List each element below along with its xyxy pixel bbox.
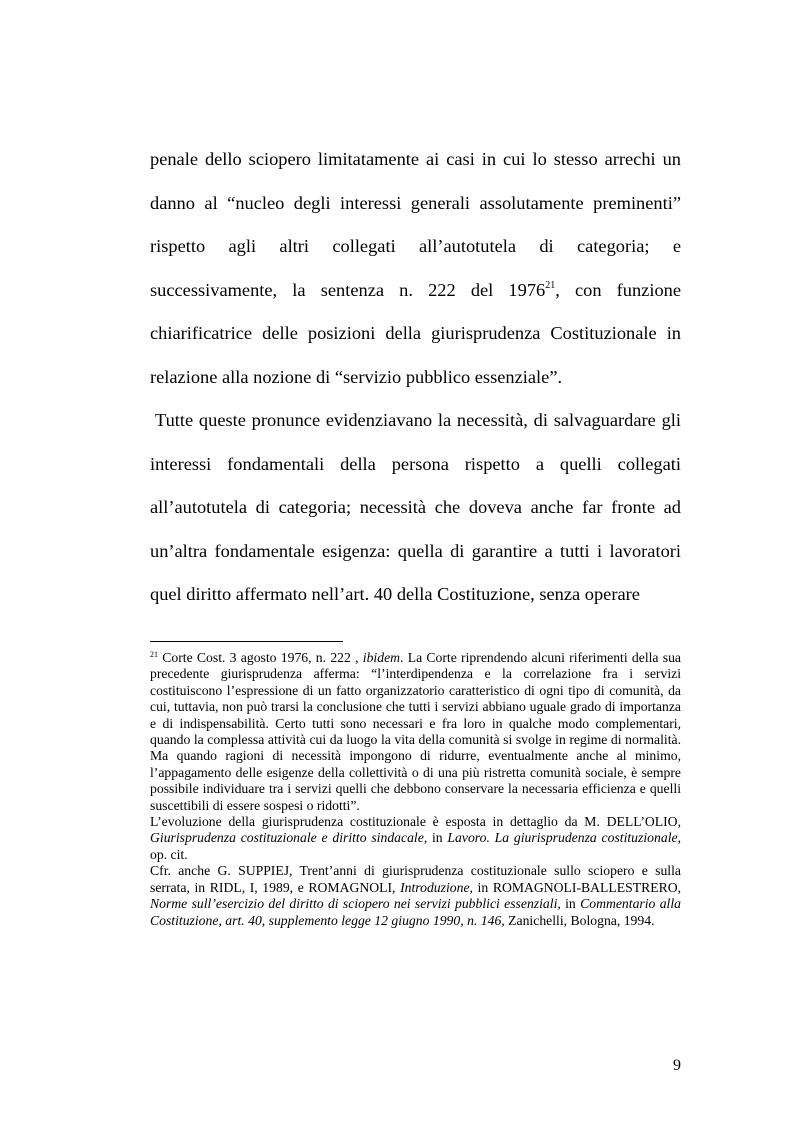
footnote-text: in	[560, 896, 581, 912]
footnote-text: Corte Cost. 3 agosto 1976, n. 222 ,	[158, 650, 363, 665]
footnote-reference-21[interactable]: 21	[545, 279, 556, 291]
footnote-italic: Lavoro. La giurisprudenza costituzionale	[447, 830, 678, 846]
footnote-cfr	[150, 863, 681, 929]
footnote-21	[150, 650, 681, 814]
paragraph-strike-law	[150, 138, 681, 399]
footnote-text: Zanichelli, Bologna, 1994.	[504, 912, 655, 928]
footnote-text: Cfr. anche G. SUPPIEJ, Trent’anni di giurisprudenza costituzionale sullo sciopero e sulla serrata, in RIDL, I, 1989, e ROMAGNOLI,	[150, 863, 681, 895]
paragraph-pronunciations: Tutte queste pronunce evidenziavano la necessità, di salvaguardare gli interessi fondamentali della persona rispetto a quelli collegati all’autotutela di categoria; necessità che doveva anche far fronte ad un’altra fondamentale esigenza: quella di garantire a tutti i lavoratori quel diritto affermato nell’art. 40 della Costituzione, senza operare	[150, 410, 681, 604]
footnote-text: L’evoluzione della giurisprudenza costituzionale è esposta in dettaglio da M. DELL’OLIO,	[150, 814, 681, 830]
footnote-separator	[150, 641, 343, 642]
footnote-italic: Introduzione	[400, 879, 470, 895]
footnote-italic: Commentario alla Costituzione, art. 40, supplemento legge 12 giugno 1990, n. 146,	[150, 896, 682, 928]
body-text	[150, 138, 681, 617]
footnote-italic: Norme sull’esercizio del diritto di sciopero nei servizi pubblici essenziali,	[150, 896, 561, 912]
paragraph-text: , con funzione chiarificatrice delle posizioni della giurisprudenza Costituzionale in relazione alla nozione di “servizio pubblico essenziale”.	[150, 279, 681, 387]
footnote-italic: Giurisprudenza costituzionale e diritto sindacale	[150, 830, 424, 846]
footnote-text: , op. cit.	[150, 830, 681, 862]
footnote-text: , in	[423, 830, 448, 846]
footnote-italic: ibidem	[362, 650, 401, 665]
page-number: 9	[673, 1057, 681, 1074]
footnote-text: , in ROMAGNOLI-BALLESTRERO,	[469, 879, 682, 895]
footnote-text: . La Corte riprendendo alcuni riferimenti della sua precedente giurisprudenza afferma: “l’interdipendenza e la correlazione fra i servizi costituiscono l’espressione di un fatto organizzatorio caratteristico di ogni tipo di comunità, da cui, tuttavia, non può trarsi la conclusione che tutti i servizi abbiano uguale grado di importanza e di indispensabilità. Certo tutti sono necessari e fra loro in qualche modo complementari, quando la complessa attività cui da luogo la vita della comunità si svolge in regime di normalità. Ma quando ragioni di necessità impongono di ridurre, eventualmente anche al minimo, l’appagamento delle esigenze della collettività o di una più ristretta comunità sociale, è sempre possibile individuare tra i servizi quelli che debbono conservare la necessaria efficienza e quelli suscettibili di essere sospesi o ridotti”.	[150, 650, 682, 813]
paragraph-text: penale dello sciopero limitatamente ai casi in cui lo stesso arrechi un danno al “nucleo degli interessi generali assolutamente preminenti” rispetto agli altri collegati all’autotutela di categoria; e successivamente, la sentenza n. 222 del 1976	[150, 149, 681, 300]
footnote-number: 21	[150, 650, 158, 659]
footnote-evolution	[150, 814, 681, 863]
footnotes	[150, 650, 681, 929]
